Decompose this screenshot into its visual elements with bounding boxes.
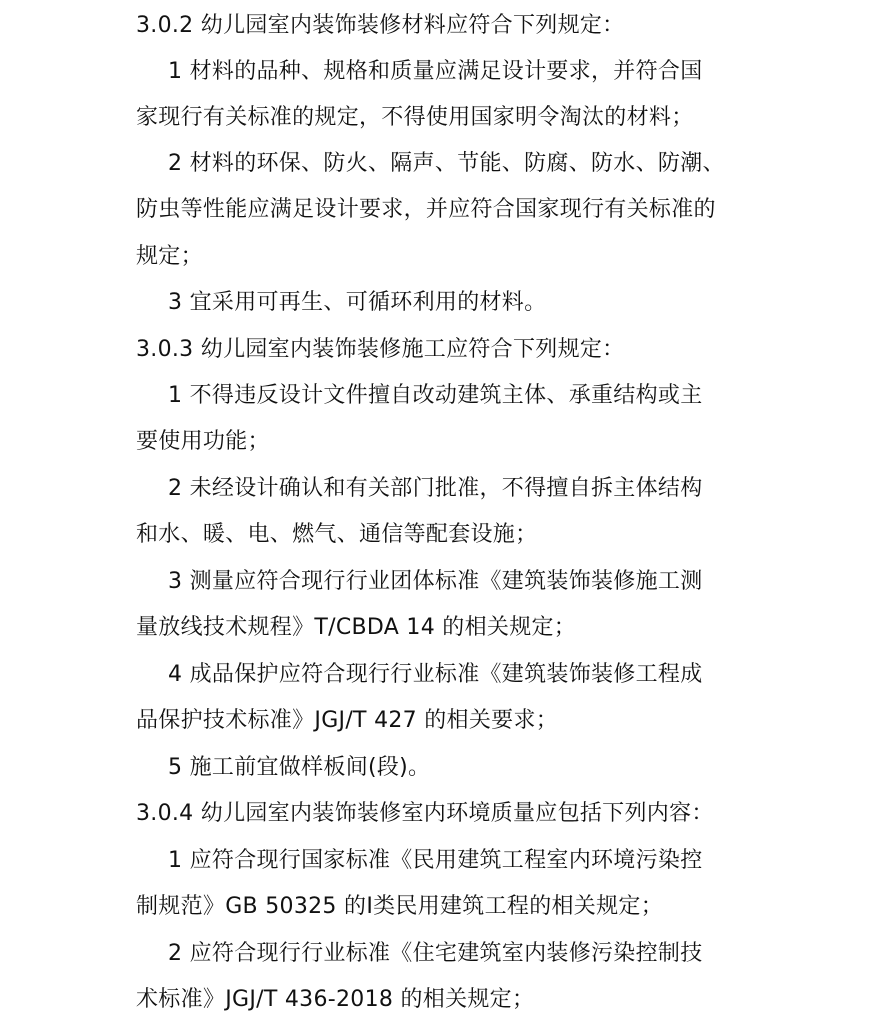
clause-3-0-2-item-3: 3 宜采用可再生、可循环利用的材料。 — [168, 290, 547, 315]
clause-3-0-3-item-3-line-2: 量放线技术规程》T/CBDA 14 的相关规定； — [136, 615, 577, 640]
clause-3-0-3-item-4-line-2: 品保护技术标准》JGJ/T 427 的相关要求； — [136, 708, 559, 733]
clause-3-0-2-heading: 3.0.2 幼儿园室内装饰装修材料应符合下列规定： — [136, 13, 625, 38]
clause-3-0-3-heading: 3.0.3 幼儿园室内装饰装修施工应符合下列规定： — [136, 337, 625, 362]
clause-3-0-2-item-1-line-2: 家现行有关标准的规定，不得使用国家明令淘汰的材料； — [136, 105, 694, 130]
clause-3-0-3-item-1-line-2: 要使用功能； — [136, 429, 270, 454]
clause-3-0-3-item-5: 5 施工前宜做样板间(段)。 — [168, 755, 431, 780]
clause-3-0-3-item-2-line-2: 和水、暖、电、燃气、通信等配套设施； — [136, 522, 538, 547]
clause-3-0-3-item-4-line-1: 4 成品保护应符合现行行业标准《建筑装饰装修工程成 — [168, 662, 703, 687]
clause-3-0-2-item-1-line-1: 1 材料的品种、规格和质量应满足设计要求，并符合国 — [168, 59, 703, 84]
clause-3-0-2-item-2-line-3: 规定； — [136, 244, 203, 269]
clause-3-0-2-item-2-line-1: 2 材料的环保、防火、隔声、节能、防腐、防水、防潮、 — [168, 151, 725, 176]
clause-3-0-3-item-3-line-1: 3 测量应符合现行行业团体标准《建筑装饰装修施工测 — [168, 569, 703, 594]
clause-3-0-4-item-1-line-1: 1 应符合现行国家标准《民用建筑工程室内环境污染控 — [168, 848, 703, 873]
clause-3-0-2-item-2-line-2: 防虫等性能应满足设计要求，并应符合国家现行有关标准的 — [136, 197, 716, 222]
clause-3-0-3-item-2-line-1: 2 未经设计确认和有关部门批准，不得擅自拆主体结构 — [168, 476, 703, 501]
clause-3-0-4-item-1-line-2: 制规范》GB 50325 的Ⅰ类民用建筑工程的相关规定； — [136, 894, 664, 919]
clause-3-0-4-heading: 3.0.4 幼儿园室内装饰装修室内环境质量应包括下列内容： — [136, 801, 714, 826]
clause-3-0-4-item-2-line-2: 术标准》JGJ/T 436-2018 的相关规定； — [136, 987, 535, 1012]
clause-3-0-4-item-2-line-1: 2 应符合现行行业标准《住宅建筑室内装修污染控制技 — [168, 941, 703, 966]
clause-3-0-3-item-1-line-1: 1 不得违反设计文件擅自改动建筑主体、承重结构或主 — [168, 383, 703, 408]
